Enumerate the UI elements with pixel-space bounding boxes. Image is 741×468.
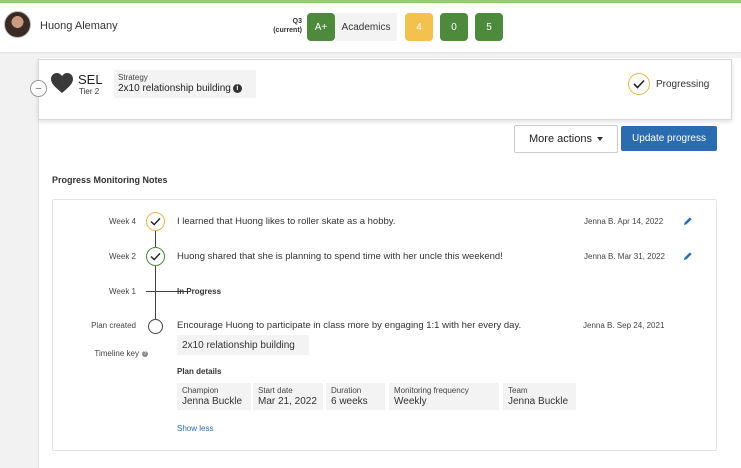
count-badge-green-1[interactable]: 0 [440, 13, 468, 41]
avatar[interactable] [4, 11, 31, 38]
week-label: Week 2 [109, 252, 136, 261]
info-icon[interactable]: i [233, 84, 242, 93]
detail-value: Weekly [394, 396, 427, 407]
detail-value: Jenna Buckle [182, 396, 243, 407]
progress-status-label: Progressing [656, 79, 710, 90]
strategy-chip [177, 335, 309, 355]
detail-chip [253, 383, 323, 410]
note-text: Encourage Huong to participate in class more by engaging 1:1 with her every day. [177, 320, 522, 331]
timeline-key[interactable] [52, 349, 148, 358]
detail-value: Jenna Buckle [508, 396, 569, 407]
pencil-icon[interactable] [683, 251, 693, 261]
week-label: Week 4 [109, 217, 136, 226]
more-actions-label: More actions [529, 133, 592, 145]
check-icon [633, 79, 645, 89]
week-label: Plan created [91, 321, 136, 330]
strategy-label: Strategy [118, 73, 148, 82]
show-less-link[interactable]: Show less [177, 424, 214, 433]
update-progress-button[interactable]: Update progress [621, 126, 717, 151]
note-text: I learned that Huong likes to roller skate as a hobby. [177, 216, 396, 227]
strategy-value [118, 83, 242, 94]
detail-value: 6 weeks [331, 396, 368, 407]
detail-chip [389, 383, 499, 410]
plan-tier: Tier 2 [79, 87, 100, 96]
timeline-node [146, 212, 165, 231]
check-icon [150, 217, 161, 226]
progress-status-icon [628, 73, 650, 95]
student-name[interactable]: Huong Alemany [40, 20, 118, 32]
info-icon: ? [143, 351, 147, 357]
caret-down-icon [597, 137, 603, 141]
count-badge-yellow[interactable]: 4 [405, 13, 433, 41]
check-icon [150, 252, 161, 261]
detail-label: Duration [331, 386, 362, 395]
strategy-value-text: 2x10 relationship building [118, 83, 231, 94]
detail-label: Team [508, 386, 528, 395]
timeline-node-empty [148, 319, 163, 334]
note-author: Jenna B. Mar 31, 2022 [584, 252, 665, 261]
strategy-chip-text: 2x10 relationship building [182, 340, 295, 351]
count-badge-green-2[interactable]: 5 [475, 13, 503, 41]
detail-chip [177, 383, 251, 410]
pencil-icon[interactable] [683, 216, 693, 226]
quarter-current-label: (current) [273, 27, 302, 34]
quarter-label: Q3 [292, 18, 302, 25]
plan-area: SEL [78, 72, 103, 87]
timeline-line [155, 222, 156, 326]
timeline-node [146, 247, 165, 266]
detail-label: Monitoring frequency [394, 386, 469, 395]
note-author: Jenna B. Sep 24, 2021 [583, 321, 665, 330]
section-title: Progress Monitoring Notes [52, 175, 168, 185]
more-actions-button[interactable] [514, 125, 618, 153]
detail-label: Start date [258, 386, 293, 395]
in-progress-label: In Progress [177, 287, 222, 296]
note-text: Huong shared that she is planning to spend time with her uncle this weekend! [177, 251, 503, 262]
week-label: Week 1 [109, 287, 136, 296]
detail-chip [503, 383, 576, 410]
timeline-key-label: Timeline key [94, 349, 139, 358]
plan-details-label: Plan details [177, 367, 222, 376]
strategy-box [114, 70, 256, 98]
detail-label: Champion [182, 386, 219, 395]
heart-icon [50, 72, 74, 94]
collapse-button[interactable]: – [30, 80, 47, 97]
detail-value: Mar 21, 2022 [258, 396, 317, 407]
subject-label: Academics [335, 13, 397, 41]
detail-chip [326, 383, 385, 410]
quarter-indicator [264, 17, 302, 35]
grade-badge[interactable]: A+ [307, 13, 335, 41]
note-author: Jenna B. Apr 14, 2022 [584, 217, 664, 226]
